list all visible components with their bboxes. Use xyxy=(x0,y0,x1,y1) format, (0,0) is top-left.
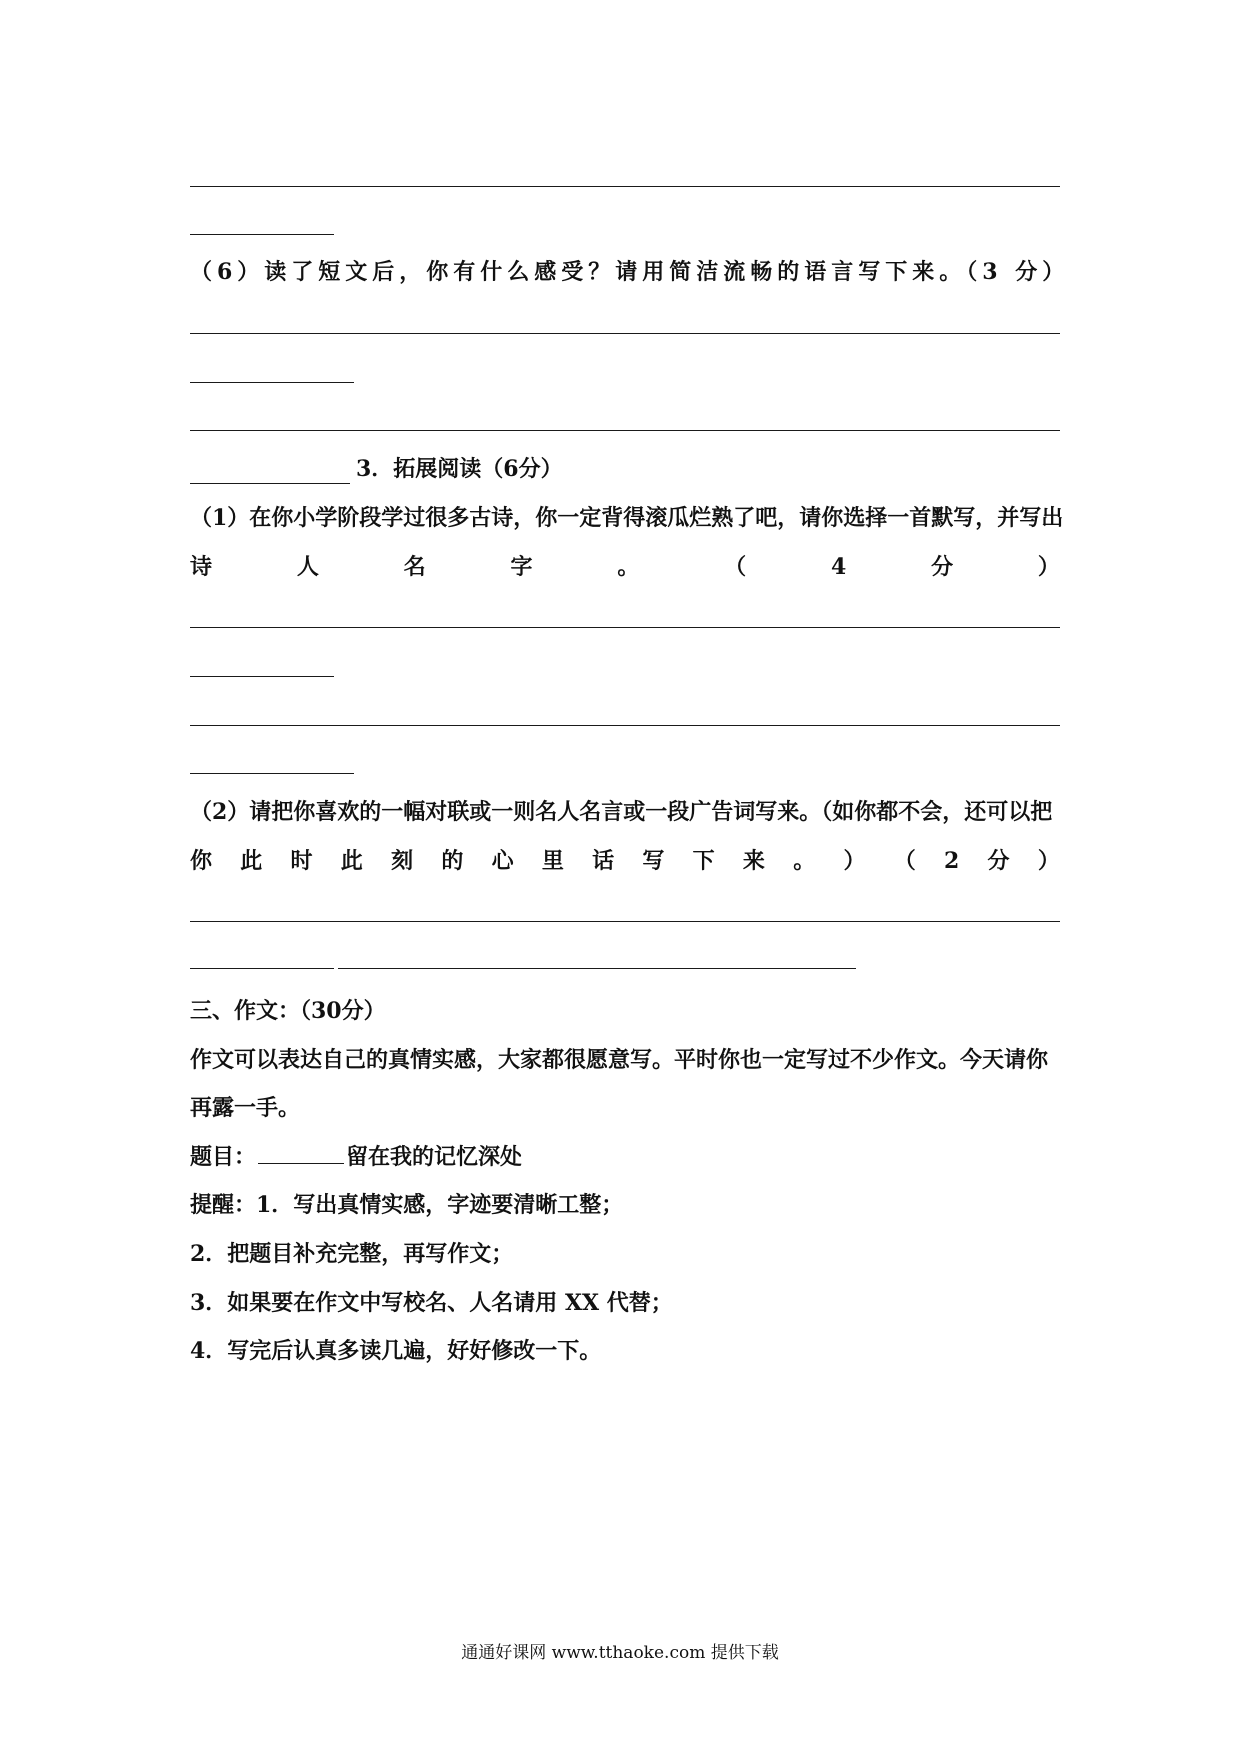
question-2-line-2 xyxy=(190,846,1060,876)
justified-char: 的 xyxy=(441,848,464,874)
essay-intro-line-2: 再露一手。 xyxy=(190,1095,301,1121)
answer-line xyxy=(190,186,1060,187)
justified-char: 分 xyxy=(931,554,954,580)
justified-char: 你 xyxy=(190,848,213,874)
answer-line xyxy=(190,430,1060,431)
essay-tip-4: 4．写完后认真多读几遍，好好修改一下。 xyxy=(190,1338,602,1364)
essay-title-blank xyxy=(258,1145,344,1164)
justified-char: 。 xyxy=(793,848,816,874)
justified-char: ） xyxy=(1037,848,1060,874)
justified-char: 名 xyxy=(403,554,426,580)
essay-title xyxy=(190,1142,522,1172)
answer-line-short xyxy=(190,483,350,484)
justified-char: 2 xyxy=(943,848,960,874)
justified-char: 刻 xyxy=(391,848,414,874)
answer-line-long xyxy=(338,968,856,969)
justified-char: 诗 xyxy=(190,554,213,580)
justified-char: （ xyxy=(724,554,747,580)
answer-line xyxy=(190,333,1060,334)
section-3-heading: 3．拓展阅读（6分） xyxy=(356,456,563,482)
answer-line xyxy=(190,725,1060,726)
justified-char: 字 xyxy=(510,554,533,580)
justified-char: 此 xyxy=(340,848,363,874)
justified-char: 。 xyxy=(617,554,640,580)
justified-char: 写 xyxy=(642,848,665,874)
essay-heading: 三、作文：（30分） xyxy=(190,998,386,1024)
justified-char: 人 xyxy=(296,554,319,580)
question-2-line-1: （2）请把你喜欢的一幅对联或一则名人名言或一段广告词写来。（如你都不会，还可以把 xyxy=(190,799,1053,825)
justified-char: 里 xyxy=(541,848,564,874)
justified-char: 心 xyxy=(491,848,514,874)
justified-char: 分 xyxy=(987,848,1010,874)
essay-title-label: 题目： xyxy=(190,1144,257,1170)
answer-line-short xyxy=(190,234,334,235)
answer-line-short xyxy=(190,773,354,774)
justified-char: 下 xyxy=(692,848,715,874)
essay-title-rest: 留在我的记忆深处 xyxy=(346,1144,523,1170)
justified-char: （ xyxy=(893,848,916,874)
essay-intro-line-1: 作文可以表达自己的真情实感，大家都很愿意写。平时你也一定写过不少作文。今天请你 xyxy=(190,1047,1049,1073)
answer-line-short xyxy=(190,968,334,969)
justified-char: 4 xyxy=(830,554,847,580)
essay-tip-2: 2．把题目补充完整，再写作文； xyxy=(190,1241,514,1267)
justified-char: 来 xyxy=(742,848,765,874)
essay-tip-3: 3．如果要在作文中写校名、人名请用 XX 代替； xyxy=(190,1290,673,1316)
question-1-line-2 xyxy=(190,552,1060,582)
answer-line xyxy=(190,921,1060,922)
justified-char: ） xyxy=(843,848,866,874)
justified-char: 此 xyxy=(240,848,263,874)
footer-credit: 通通好课网 www.tthaoke.com 提供下载 xyxy=(461,1643,779,1663)
question-6: （6）读了短文后，你有什么感受？请用简洁流畅的语言写下来。（3 分） xyxy=(190,259,1070,285)
answer-line-short xyxy=(190,676,334,677)
answer-line-short xyxy=(190,382,354,383)
justified-char: 话 xyxy=(592,848,615,874)
justified-char: ） xyxy=(1037,554,1060,580)
question-1-line-1: （1）在你小学阶段学过很多古诗，你一定背得滚瓜烂熟了吧，请你选择一首默写，并写出 xyxy=(190,505,1064,531)
essay-tip-1: 提醒：1．写出真情实感，字迹要清晰工整； xyxy=(190,1192,624,1218)
justified-char: 时 xyxy=(290,848,313,874)
answer-line xyxy=(190,627,1060,628)
